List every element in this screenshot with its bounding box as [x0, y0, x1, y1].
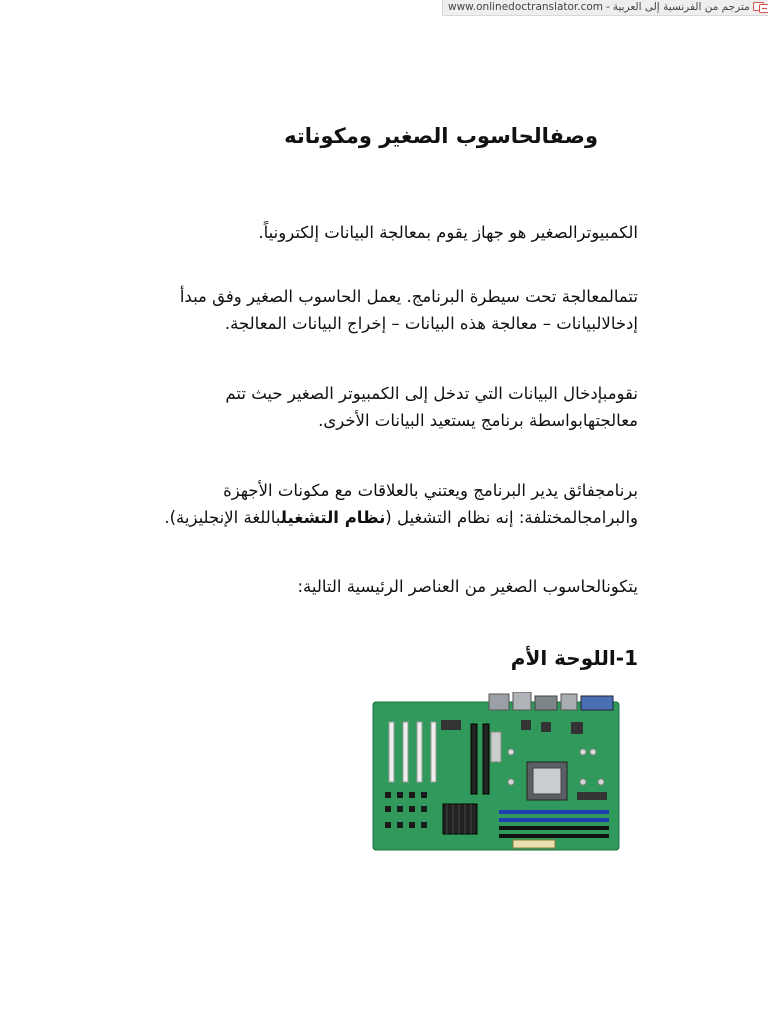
paragraph-definition: الكمبيوترالصغير هو جهاز يقوم بمعالجة البيانات إلكترونياً. — [258, 223, 638, 242]
banner-separator: - — [606, 1, 610, 13]
paragraph-input: نقومبإدخال البيانات التي تدخل إلى الكمبيوتر الصغير حيث تتم معالجتهابواسطة برنامج يستعيد البيانات الأخرى. — [225, 384, 638, 430]
os-text-after: باللغة الإنجليزية). — [164, 508, 281, 527]
paragraph-os — [118, 477, 638, 531]
page-title: وصفالحاسوب الصغير ومكوناته — [284, 124, 598, 148]
translator-banner[interactable] — [442, 0, 768, 16]
motherboard-image — [371, 692, 621, 852]
os-text-before: برنامجفائق يدير البرنامج ويعتني بالعلاقات مع مكونات الأجهزة والبرامجالمختلفة: إنه نظام التشغيل ( — [223, 481, 638, 527]
section-heading-motherboard: 1-اللوحة الأم — [510, 646, 638, 670]
paragraph-processing: تتمالمعالجة تحت سيطرة البرنامج. يعمل الحاسوب الصغير وفق مبدأ إدخالالبيانات – معالجة هذه البيانات – إخراج البيانات المعالجة. — [179, 287, 638, 333]
banner-site-link[interactable]: www.onlinedoctranslator.com — [448, 1, 604, 13]
translator-logo-icon — [753, 2, 768, 13]
paragraph-components: يتكونالحاسوب الصغير من العناصر الرئيسية التالية: — [297, 577, 638, 596]
banner-translated-label: مترجم من الفرنسية إلى العربية — [612, 1, 750, 13]
os-text-bold: نظام التشغيل — [280, 508, 386, 527]
